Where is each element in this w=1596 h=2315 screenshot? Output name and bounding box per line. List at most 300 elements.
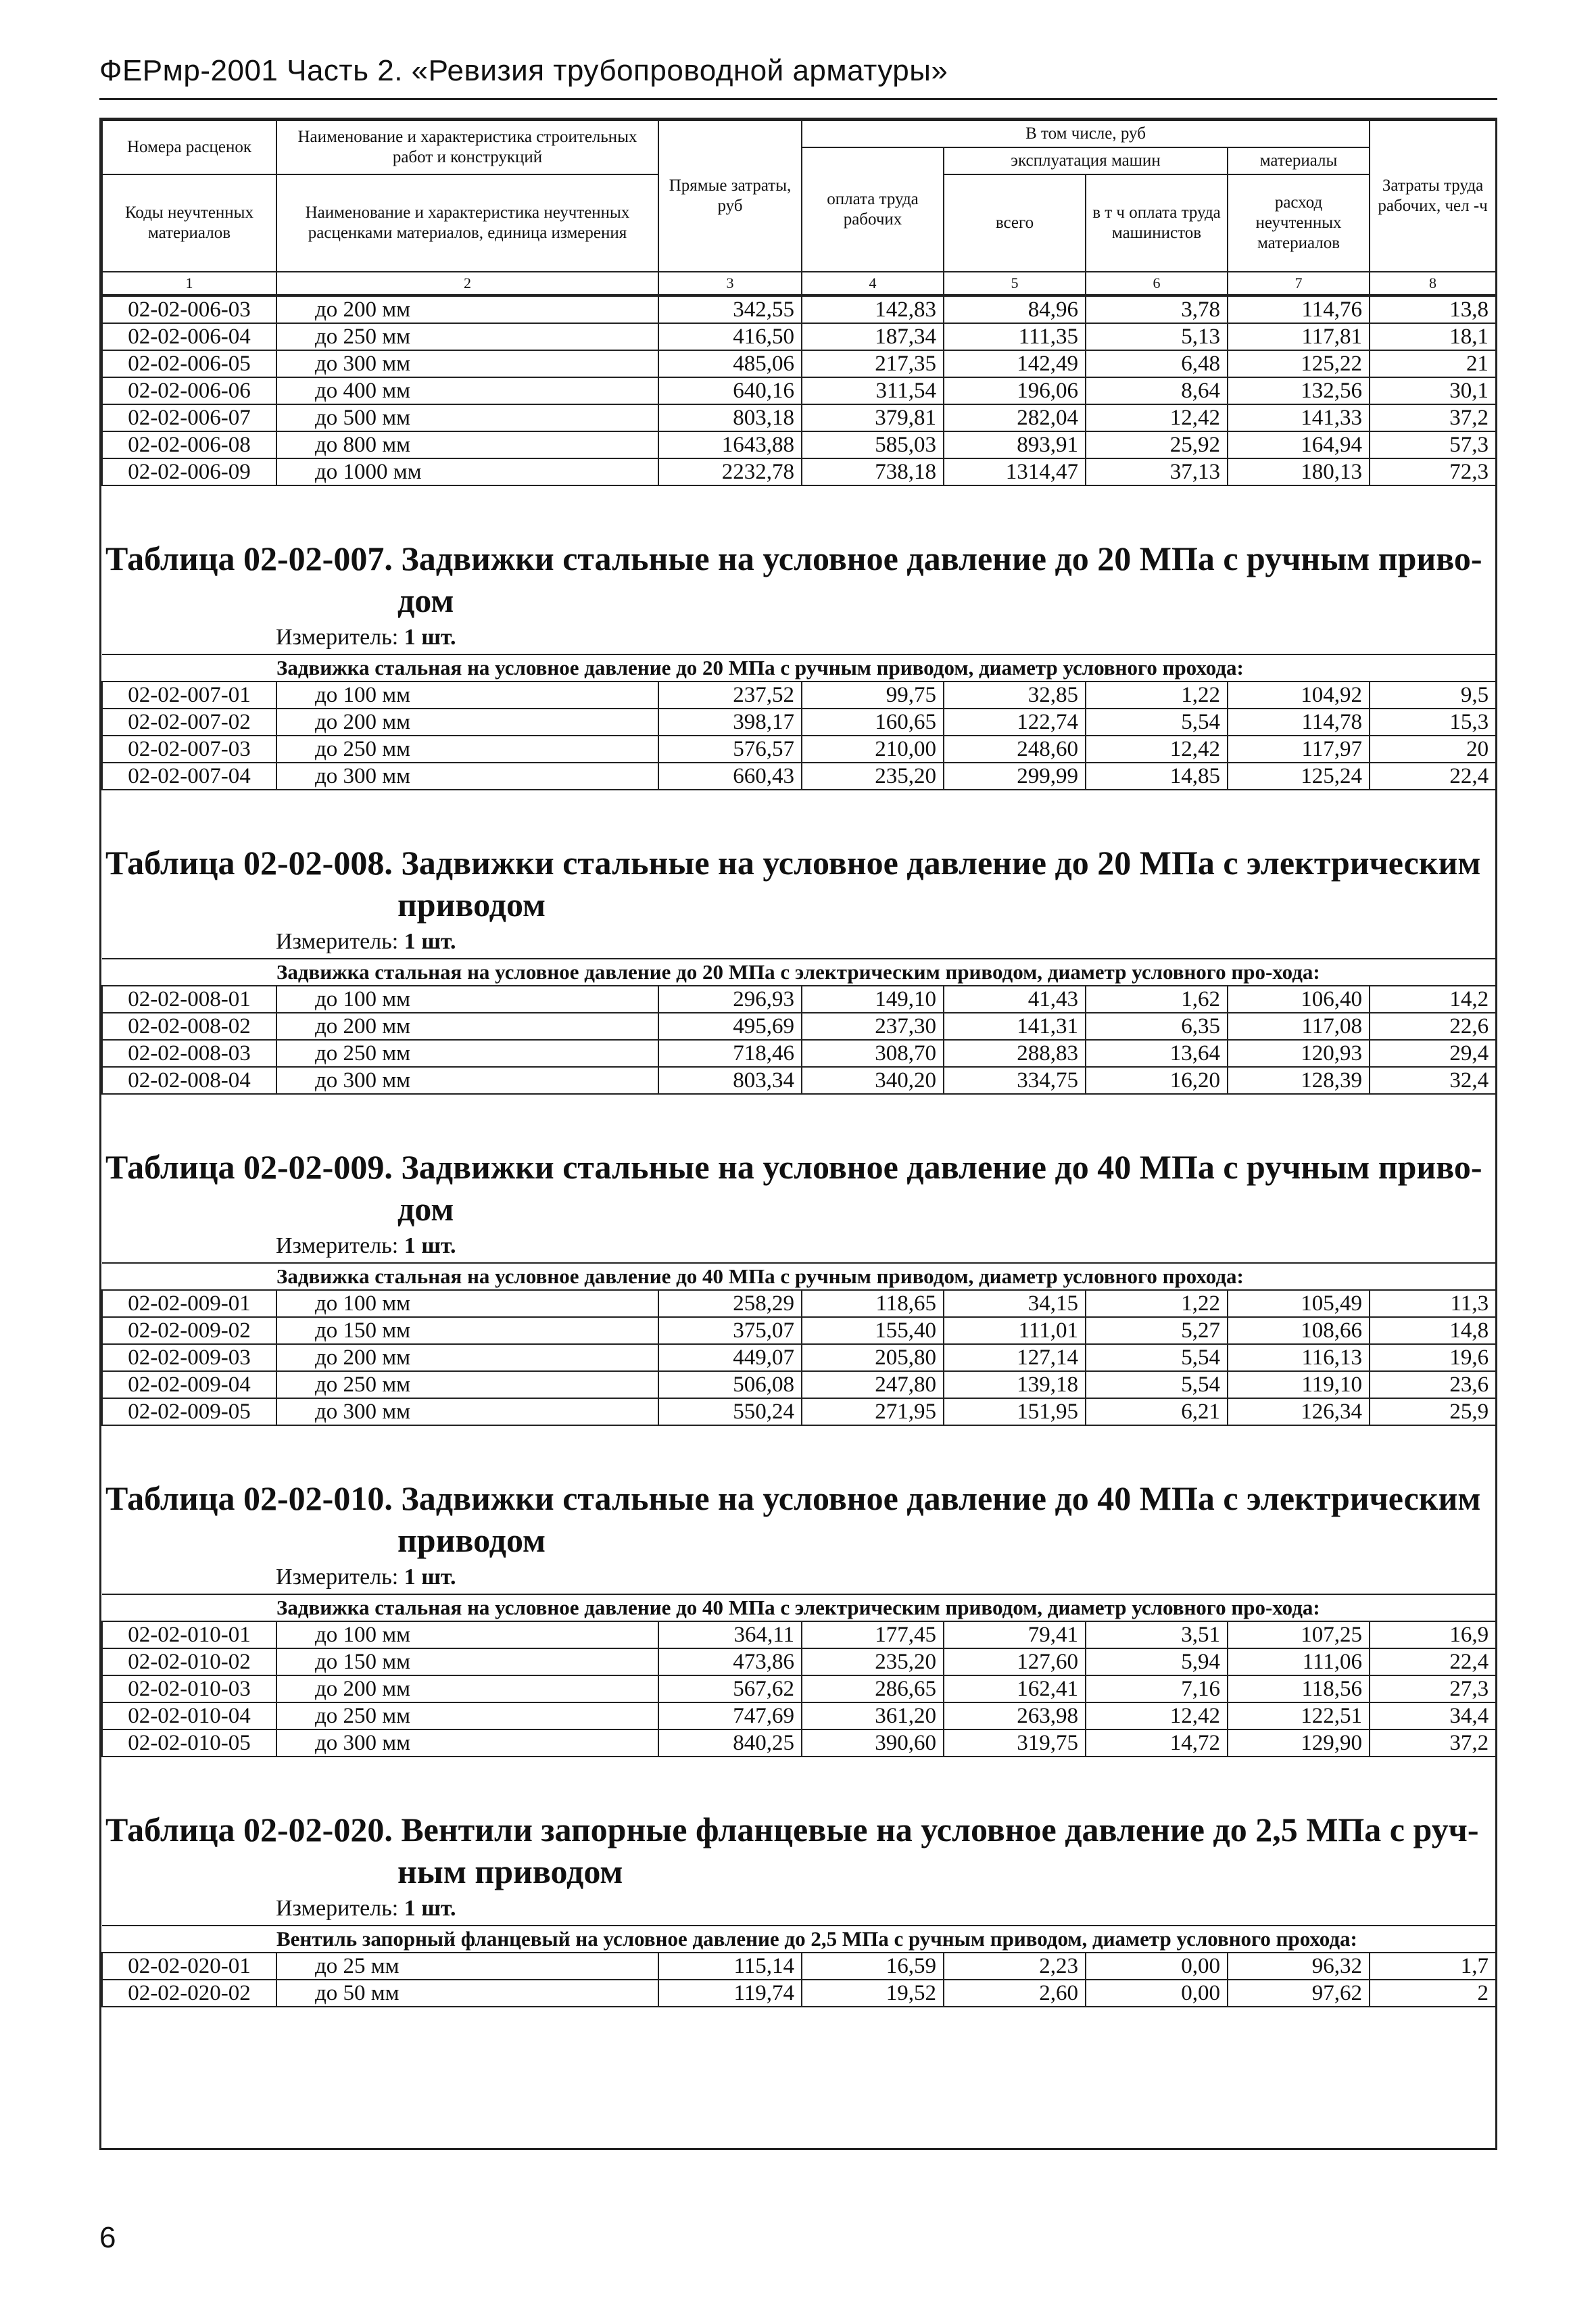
work-name-cell: до 250 мм (276, 736, 658, 763)
section-title-line: Таблица 02-02-008. Задвижки стальные на условное давление до 20 МПа с электрическим (105, 844, 1481, 882)
labor-pay-cell: 155,40 (802, 1317, 944, 1344)
materials-cell: 125,24 (1228, 763, 1370, 790)
labor-pay-cell: 118,65 (802, 1290, 944, 1317)
labor-hours-cell: 25,9 (1370, 1398, 1496, 1425)
materials-cell: 111,06 (1228, 1648, 1370, 1675)
header-direct-costs: Прямые затраты, руб (658, 120, 802, 272)
labor-hours-cell: 2 (1370, 1980, 1496, 2007)
rate-code-cell: 02-02-008-04 (102, 1067, 276, 1094)
direct-cost-cell: 364,11 (658, 1621, 802, 1648)
section-subtitle: Вентиль запорный фланцевый на условное давление до 2,5 МПа с ручным приводом, диаметр условного прохода: (102, 1926, 1496, 1953)
table-row (102, 1953, 1496, 1980)
labor-pay-cell: 361,20 (802, 1702, 944, 1729)
work-name-cell: до 300 мм (276, 1729, 658, 1757)
machines-cell: 32,85 (944, 682, 1086, 709)
work-name-cell: до 25 мм (276, 1953, 658, 1980)
measurement-unit (101, 1561, 1495, 1594)
table-row (102, 1290, 1496, 1317)
rate-code-cell: 02-02-009-02 (102, 1317, 276, 1344)
operators-pay-cell: 5,94 (1086, 1648, 1228, 1675)
table-row (102, 1621, 1496, 1648)
direct-cost-cell: 342,55 (658, 296, 802, 323)
header-materials-group: материалы (1228, 147, 1370, 174)
table-row (102, 1317, 1496, 1344)
measurement-unit (101, 1892, 1495, 1925)
section-subtitle-row (102, 1926, 1496, 1953)
direct-cost-cell: 258,29 (658, 1290, 802, 1317)
labor-pay-cell: 142,83 (802, 296, 944, 323)
rate-code-cell: 02-02-006-04 (102, 323, 276, 350)
rate-code-cell: 02-02-006-09 (102, 458, 276, 485)
table-row (102, 1648, 1496, 1675)
table-section (101, 1262, 1497, 1426)
section-title-line: Таблица 02-02-010. Задвижки стальные на условное давление до 40 МПа с электрическим (105, 1479, 1481, 1517)
operators-pay-cell: 13,64 (1086, 1040, 1228, 1067)
labor-pay-cell: 379,81 (802, 404, 944, 431)
section-subtitle: Задвижка стальная на условное давление до 40 МПа с ручным приводом, диаметр условного прохода: (102, 1263, 1496, 1290)
machines-cell: 288,83 (944, 1040, 1086, 1067)
machines-cell: 127,60 (944, 1648, 1086, 1675)
direct-cost-cell: 296,93 (658, 986, 802, 1013)
labor-pay-cell: 160,65 (802, 709, 944, 736)
column-number: 7 (1228, 272, 1370, 295)
rate-code-cell: 02-02-006-08 (102, 431, 276, 458)
materials-cell: 96,32 (1228, 1953, 1370, 1980)
rate-code-cell: 02-02-008-01 (102, 986, 276, 1013)
rate-code-cell: 02-02-006-05 (102, 350, 276, 377)
machines-cell: 139,18 (944, 1371, 1086, 1398)
header-labor-hours: Затраты труда рабочих, чел -ч (1370, 120, 1496, 272)
table-row (102, 431, 1496, 458)
labor-pay-cell: 16,59 (802, 1953, 944, 1980)
header-material-codes: Коды неучтенных материалов (102, 174, 276, 272)
work-name-cell: до 800 мм (276, 431, 658, 458)
header-rate-numbers: Номера расценок (102, 120, 276, 174)
machines-cell: 319,75 (944, 1729, 1086, 1757)
section-subtitle: Задвижка стальная на условное давление до 20 МПа с ручным приводом, диаметр условного прохода: (102, 654, 1496, 682)
work-name-cell: до 300 мм (276, 1398, 658, 1425)
labor-hours-cell: 14,2 (1370, 986, 1496, 1013)
table-row (102, 1980, 1496, 2007)
direct-cost-cell: 747,69 (658, 1702, 802, 1729)
table-row (102, 1398, 1496, 1425)
labor-hours-cell: 9,5 (1370, 682, 1496, 709)
machines-cell: 263,98 (944, 1702, 1086, 1729)
work-name-cell: до 250 мм (276, 1702, 658, 1729)
materials-cell: 106,40 (1228, 986, 1370, 1013)
section-subtitle: Задвижка стальная на условное давление до 20 МПа с электрическим приводом, диаметр условного про-хода: (102, 959, 1496, 986)
operators-pay-cell: 1,22 (1086, 682, 1228, 709)
rate-code-cell: 02-02-007-03 (102, 736, 276, 763)
operators-pay-cell: 5,13 (1086, 323, 1228, 350)
machines-cell: 1314,47 (944, 458, 1086, 485)
labor-hours-cell: 16,9 (1370, 1621, 1496, 1648)
machines-cell: 248,60 (944, 736, 1086, 763)
labor-hours-cell: 11,3 (1370, 1290, 1496, 1317)
table-row (102, 296, 1496, 323)
table-row (102, 1344, 1496, 1371)
machines-cell: 196,06 (944, 377, 1086, 404)
column-number: 3 (658, 272, 802, 295)
labor-hours-cell: 18,1 (1370, 323, 1496, 350)
machines-cell: 2,23 (944, 1953, 1086, 1980)
machines-cell: 79,41 (944, 1621, 1086, 1648)
rate-code-cell: 02-02-006-06 (102, 377, 276, 404)
section-spacer (101, 1757, 1495, 1809)
labor-pay-cell: 235,20 (802, 763, 944, 790)
labor-pay-cell: 247,80 (802, 1371, 944, 1398)
materials-cell: 117,97 (1228, 736, 1370, 763)
labor-pay-cell: 311,54 (802, 377, 944, 404)
section-subtitle: Задвижка стальная на условное давление до 40 МПа с электрическим приводом, диаметр условного про-хода: (102, 1594, 1496, 1621)
work-name-cell: до 150 мм (276, 1317, 658, 1344)
rate-code-cell: 02-02-009-04 (102, 1371, 276, 1398)
direct-cost-cell: 718,46 (658, 1040, 802, 1067)
direct-cost-cell: 576,57 (658, 736, 802, 763)
materials-cell: 117,08 (1228, 1013, 1370, 1040)
labor-hours-cell: 72,3 (1370, 458, 1496, 485)
labor-pay-cell: 237,30 (802, 1013, 944, 1040)
table-row (102, 682, 1496, 709)
work-name-cell: до 100 мм (276, 682, 658, 709)
labor-hours-cell: 29,4 (1370, 1040, 1496, 1067)
work-name-cell: до 300 мм (276, 350, 658, 377)
rate-code-cell: 02-02-020-01 (102, 1953, 276, 1980)
materials-cell: 117,81 (1228, 323, 1370, 350)
materials-cell: 125,22 (1228, 350, 1370, 377)
rate-code-cell: 02-02-010-05 (102, 1729, 276, 1757)
section-spacer (101, 486, 1495, 538)
column-number: 2 (276, 272, 658, 295)
labor-pay-cell: 149,10 (802, 986, 944, 1013)
section-title-line: приводом (397, 886, 546, 924)
operators-pay-cell: 6,48 (1086, 350, 1228, 377)
table-body (101, 295, 1495, 2007)
table-row (102, 1067, 1496, 1094)
rate-code-cell: 02-02-010-03 (102, 1675, 276, 1702)
labor-pay-cell: 217,35 (802, 350, 944, 377)
materials-cell: 122,51 (1228, 1702, 1370, 1729)
machines-cell: 34,15 (944, 1290, 1086, 1317)
section-title (101, 1809, 1495, 1892)
rate-code-cell: 02-02-009-05 (102, 1398, 276, 1425)
section-title-line: дом (397, 1190, 454, 1228)
materials-cell: 116,13 (1228, 1344, 1370, 1371)
measurement-value: 1 шт. (404, 1233, 456, 1258)
machines-cell: 84,96 (944, 296, 1086, 323)
labor-pay-cell: 340,20 (802, 1067, 944, 1094)
table-row (102, 736, 1496, 763)
table-row (102, 1040, 1496, 1067)
machines-cell: 127,14 (944, 1344, 1086, 1371)
machines-cell: 299,99 (944, 763, 1086, 790)
header-machines-group: эксплуатация машин (944, 147, 1228, 174)
operators-pay-cell: 12,42 (1086, 404, 1228, 431)
work-name-cell: до 200 мм (276, 296, 658, 323)
direct-cost-cell: 550,24 (658, 1398, 802, 1425)
materials-cell: 97,62 (1228, 1980, 1370, 2007)
labor-pay-cell: 19,52 (802, 1980, 944, 2007)
materials-cell: 118,56 (1228, 1675, 1370, 1702)
labor-hours-cell: 22,4 (1370, 1648, 1496, 1675)
operators-pay-cell: 0,00 (1086, 1953, 1228, 1980)
measurement-label: Измеритель: (276, 1565, 399, 1590)
operators-pay-cell: 14,85 (1086, 763, 1228, 790)
operators-pay-cell: 37,13 (1086, 458, 1228, 485)
work-name-cell: до 100 мм (276, 1621, 658, 1648)
table-row (102, 986, 1496, 1013)
table-row (102, 763, 1496, 790)
labor-pay-cell: 308,70 (802, 1040, 944, 1067)
operators-pay-cell: 8,64 (1086, 377, 1228, 404)
labor-hours-cell: 37,2 (1370, 1729, 1496, 1757)
work-name-cell: до 500 мм (276, 404, 658, 431)
labor-hours-cell: 15,3 (1370, 709, 1496, 736)
labor-pay-cell: 738,18 (802, 458, 944, 485)
rate-code-cell: 02-02-008-03 (102, 1040, 276, 1067)
section-title (101, 538, 1495, 621)
labor-pay-cell: 585,03 (802, 431, 944, 458)
section-title-line: приводом (397, 1521, 546, 1559)
direct-cost-cell: 506,08 (658, 1371, 802, 1398)
materials-cell: 132,56 (1228, 377, 1370, 404)
table-row (102, 1729, 1496, 1757)
machines-cell: 151,95 (944, 1398, 1086, 1425)
rate-code-cell: 02-02-008-02 (102, 1013, 276, 1040)
operators-pay-cell: 14,72 (1086, 1729, 1228, 1757)
work-name-cell: до 200 мм (276, 1344, 658, 1371)
measurement-value: 1 шт. (404, 1896, 456, 1921)
materials-cell: 120,93 (1228, 1040, 1370, 1067)
measurement-unit (101, 926, 1495, 958)
rate-code-cell: 02-02-010-02 (102, 1648, 276, 1675)
section-title (101, 842, 1495, 926)
materials-cell: 104,92 (1228, 682, 1370, 709)
direct-cost-cell: 1643,88 (658, 431, 802, 458)
direct-cost-cell: 495,69 (658, 1013, 802, 1040)
direct-cost-cell: 2232,78 (658, 458, 802, 485)
header-including-group: В том числе, руб (802, 120, 1370, 147)
materials-cell: 119,10 (1228, 1371, 1370, 1398)
header-rule (99, 98, 1497, 100)
table-row (102, 404, 1496, 431)
section-title (101, 1146, 1495, 1230)
labor-hours-cell: 14,8 (1370, 1317, 1496, 1344)
work-name-cell: до 250 мм (276, 1040, 658, 1067)
section-subtitle-row (102, 959, 1496, 986)
operators-pay-cell: 1,22 (1086, 1290, 1228, 1317)
direct-cost-cell: 119,74 (658, 1980, 802, 2007)
materials-cell: 114,78 (1228, 709, 1370, 736)
page-number: 6 (99, 2221, 116, 2254)
machines-cell: 282,04 (944, 404, 1086, 431)
labor-hours-cell: 1,7 (1370, 1953, 1496, 1980)
table-row (102, 323, 1496, 350)
materials-cell: 114,76 (1228, 296, 1370, 323)
operators-pay-cell: 16,20 (1086, 1067, 1228, 1094)
labor-hours-cell: 20 (1370, 736, 1496, 763)
operators-pay-cell: 6,35 (1086, 1013, 1228, 1040)
section-title-line: Таблица 02-02-009. Задвижки стальные на условное давление до 40 МПа с ручным приво- (105, 1148, 1482, 1186)
labor-hours-cell: 37,2 (1370, 404, 1496, 431)
table-row (102, 1013, 1496, 1040)
materials-cell: 129,90 (1228, 1729, 1370, 1757)
rate-code-cell: 02-02-020-02 (102, 1980, 276, 2007)
operators-pay-cell: 3,51 (1086, 1621, 1228, 1648)
table-row (102, 1371, 1496, 1398)
work-name-cell: до 100 мм (276, 1290, 658, 1317)
labor-pay-cell: 210,00 (802, 736, 944, 763)
column-number: 1 (102, 272, 276, 295)
work-name-cell: до 200 мм (276, 1675, 658, 1702)
measurement-unit (101, 1230, 1495, 1262)
rate-code-cell: 02-02-007-04 (102, 763, 276, 790)
machines-cell: 122,74 (944, 709, 1086, 736)
materials-cell: 164,94 (1228, 431, 1370, 458)
rate-code-cell: 02-02-007-02 (102, 709, 276, 736)
labor-pay-cell: 99,75 (802, 682, 944, 709)
direct-cost-cell: 449,07 (658, 1344, 802, 1371)
table-section (101, 654, 1497, 790)
labor-hours-cell: 19,6 (1370, 1344, 1496, 1371)
section-subtitle-row (102, 1263, 1496, 1290)
materials-cell: 108,66 (1228, 1317, 1370, 1344)
labor-pay-cell: 235,20 (802, 1648, 944, 1675)
header-materials-use: расход неучтенных материалов (1228, 174, 1370, 272)
operators-pay-cell: 5,54 (1086, 1344, 1228, 1371)
work-name-cell: до 1000 мм (276, 458, 658, 485)
operators-pay-cell: 5,54 (1086, 709, 1228, 736)
rate-code-cell: 02-02-006-07 (102, 404, 276, 431)
direct-cost-cell: 375,07 (658, 1317, 802, 1344)
header-work-name: Наименование и характеристика строительных работ и конструкций (276, 120, 658, 174)
work-name-cell: до 400 мм (276, 377, 658, 404)
table-section (101, 1594, 1497, 1757)
direct-cost-cell: 803,34 (658, 1067, 802, 1094)
rate-code-cell: 02-02-006-03 (102, 296, 276, 323)
machines-cell: 334,75 (944, 1067, 1086, 1094)
header-material-names: Наименование и характеристика неучтенных расценками материалов, единица измерения (276, 174, 658, 272)
section-title-line: ным приводом (397, 1853, 623, 1890)
rates-table-frame (99, 118, 1497, 2150)
labor-hours-cell: 30,1 (1370, 377, 1496, 404)
work-name-cell: до 50 мм (276, 1980, 658, 2007)
work-name-cell: до 200 мм (276, 709, 658, 736)
measurement-value: 1 шт. (404, 929, 456, 954)
direct-cost-cell: 416,50 (658, 323, 802, 350)
direct-cost-cell: 803,18 (658, 404, 802, 431)
direct-cost-cell: 640,16 (658, 377, 802, 404)
materials-cell: 180,13 (1228, 458, 1370, 485)
section-spacer (101, 1095, 1495, 1146)
section-title-line: Таблица 02-02-020. Вентили запорные фланцевые на условное давление до 2,5 МПа с руч- (105, 1811, 1479, 1848)
labor-hours-cell: 21 (1370, 350, 1496, 377)
direct-cost-cell: 115,14 (658, 1953, 802, 1980)
materials-cell: 128,39 (1228, 1067, 1370, 1094)
operators-pay-cell: 5,27 (1086, 1317, 1228, 1344)
labor-pay-cell: 286,65 (802, 1675, 944, 1702)
section-title-line: дом (397, 581, 454, 619)
column-number: 4 (802, 272, 944, 295)
materials-cell: 126,34 (1228, 1398, 1370, 1425)
operators-pay-cell: 1,62 (1086, 986, 1228, 1013)
labor-pay-cell: 271,95 (802, 1398, 944, 1425)
direct-cost-cell: 660,43 (658, 763, 802, 790)
machines-cell: 2,60 (944, 1980, 1086, 2007)
table-row (102, 1675, 1496, 1702)
operators-pay-cell: 6,21 (1086, 1398, 1228, 1425)
machines-cell: 893,91 (944, 431, 1086, 458)
section-spacer (101, 1426, 1495, 1477)
labor-pay-cell: 177,45 (802, 1621, 944, 1648)
measurement-label: Измеритель: (276, 1896, 399, 1921)
section-subtitle-row (102, 1594, 1496, 1621)
measurement-label: Измеритель: (276, 1233, 399, 1258)
table-row (102, 377, 1496, 404)
measurement-label: Измеритель: (276, 625, 399, 650)
work-name-cell: до 300 мм (276, 1067, 658, 1094)
measurement-label: Измеритель: (276, 929, 399, 954)
machines-cell: 41,43 (944, 986, 1086, 1013)
direct-cost-cell: 485,06 (658, 350, 802, 377)
operators-pay-cell: 12,42 (1086, 1702, 1228, 1729)
materials-cell: 105,49 (1228, 1290, 1370, 1317)
machines-cell: 141,31 (944, 1013, 1086, 1040)
labor-hours-cell: 27,3 (1370, 1675, 1496, 1702)
machines-cell: 111,01 (944, 1317, 1086, 1344)
section-title (101, 1477, 1495, 1561)
labor-pay-cell: 187,34 (802, 323, 944, 350)
materials-cell: 107,25 (1228, 1621, 1370, 1648)
rate-code-cell: 02-02-010-04 (102, 1702, 276, 1729)
direct-cost-cell: 840,25 (658, 1729, 802, 1757)
labor-hours-cell: 22,4 (1370, 763, 1496, 790)
table-02-02-006-rows (101, 295, 1497, 486)
section-subtitle-row (102, 654, 1496, 682)
labor-hours-cell: 57,3 (1370, 431, 1496, 458)
header-labor-pay: оплата труда рабочих (802, 147, 944, 272)
table-row (102, 458, 1496, 485)
measurement-value: 1 шт. (404, 1565, 456, 1590)
labor-hours-cell: 34,4 (1370, 1702, 1496, 1729)
operators-pay-cell: 5,54 (1086, 1371, 1228, 1398)
labor-hours-cell: 32,4 (1370, 1067, 1496, 1094)
direct-cost-cell: 567,62 (658, 1675, 802, 1702)
machines-cell: 162,41 (944, 1675, 1086, 1702)
column-number: 5 (944, 272, 1086, 295)
operators-pay-cell: 3,78 (1086, 296, 1228, 323)
column-header-table (101, 120, 1497, 295)
column-number: 8 (1370, 272, 1496, 295)
rate-code-cell: 02-02-010-01 (102, 1621, 276, 1648)
materials-cell: 141,33 (1228, 404, 1370, 431)
work-name-cell: до 250 мм (276, 1371, 658, 1398)
operators-pay-cell: 12,42 (1086, 736, 1228, 763)
work-name-cell: до 250 мм (276, 323, 658, 350)
labor-pay-cell: 205,80 (802, 1344, 944, 1371)
measurement-value: 1 шт. (404, 625, 456, 650)
column-number-row (102, 272, 1496, 295)
rate-code-cell: 02-02-007-01 (102, 682, 276, 709)
labor-hours-cell: 22,6 (1370, 1013, 1496, 1040)
labor-hours-cell: 13,8 (1370, 296, 1496, 323)
direct-cost-cell: 237,52 (658, 682, 802, 709)
operators-pay-cell: 7,16 (1086, 1675, 1228, 1702)
work-name-cell: до 100 мм (276, 986, 658, 1013)
table-section (101, 1925, 1497, 2007)
machines-cell: 111,35 (944, 323, 1086, 350)
direct-cost-cell: 473,86 (658, 1648, 802, 1675)
